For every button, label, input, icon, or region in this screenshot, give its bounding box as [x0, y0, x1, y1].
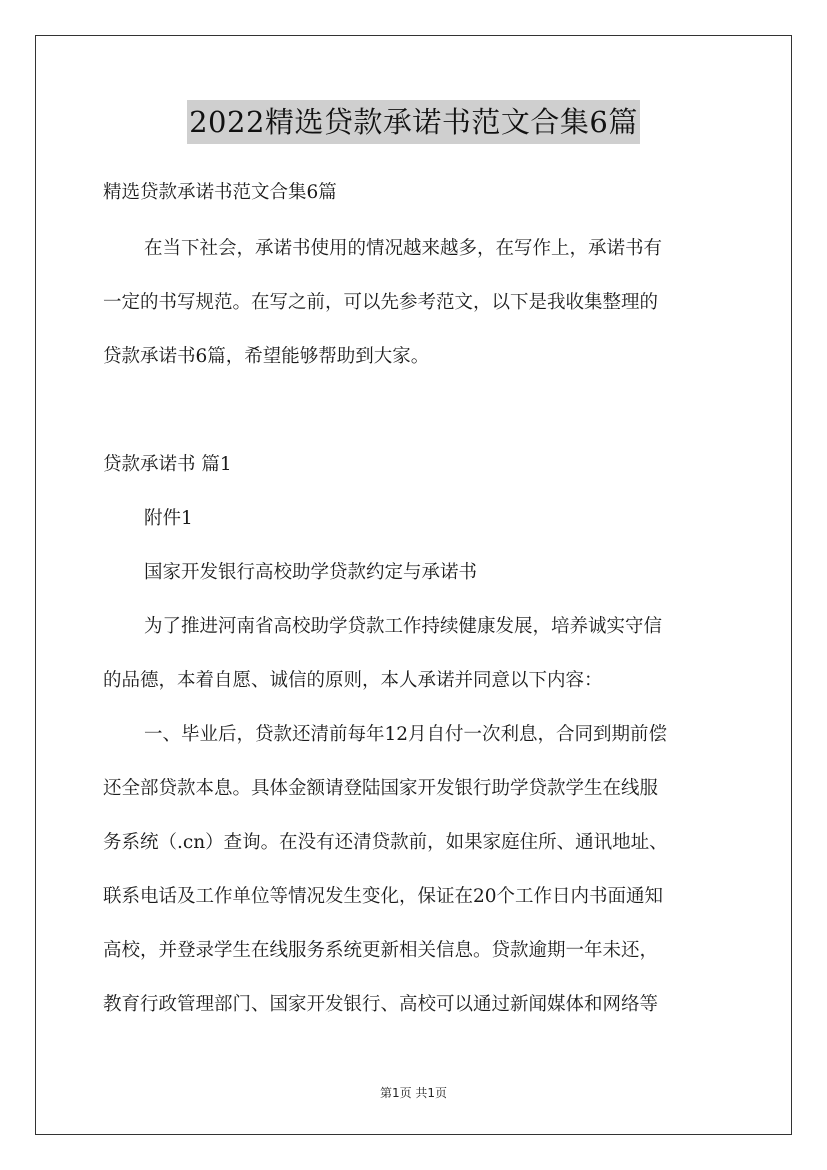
body-line-2: 的品德，本着自愿、诚信的原则，本人承诺并同意以下内容： [103, 670, 603, 691]
page-footer: 第1页 共1页 [379, 1086, 448, 1100]
body-line-6: 联系电话及工作单位等情况发生变化，保证在20个工作日内书面通知 [103, 886, 664, 907]
body-line-3: 一、毕业后，贷款还清前每年12月自付一次利息，合同到期前偿 [144, 724, 668, 745]
title-container [0, 100, 827, 144]
document-subtitle: 精选贷款承诺书范文合集6篇 [103, 182, 337, 203]
intro-line-3: 贷款承诺书6篇，希望能够帮助到大家。 [103, 346, 430, 367]
body-line-5: 务系统（.cn）查询。在没有还清贷款前，如果家庭住所、通讯地址、 [103, 832, 668, 853]
body-line-1: 为了推进河南省高校助学贷款工作持续健康发展，培养诚实守信 [144, 616, 663, 637]
intro-line-2: 一定的书写规范。在写之前，可以先参考范文，以下是我收集整理的 [103, 292, 659, 313]
section-heading: 贷款承诺书 篇1 [103, 454, 232, 475]
body-line-8: 教育行政管理部门、国家开发银行、高校可以通过新闻媒体和网络等 [103, 994, 659, 1015]
body-line-7: 高校，并登录学生在线服务系统更新相关信息。贷款逾期一年未还， [103, 940, 659, 961]
attachment-label: 附件1 [144, 508, 193, 529]
intro-line-1: 在当下社会，承诺书使用的情况越来越多，在写作上，承诺书有 [144, 238, 663, 259]
body-line-4: 还全部贷款本息。具体金额请登陆国家开发银行助学贷款学生在线服 [103, 778, 659, 799]
document-title: 2022精选贷款承诺书范文合集6篇 [187, 100, 640, 144]
agreement-title: 国家开发银行高校助学贷款约定与承诺书 [144, 562, 478, 583]
